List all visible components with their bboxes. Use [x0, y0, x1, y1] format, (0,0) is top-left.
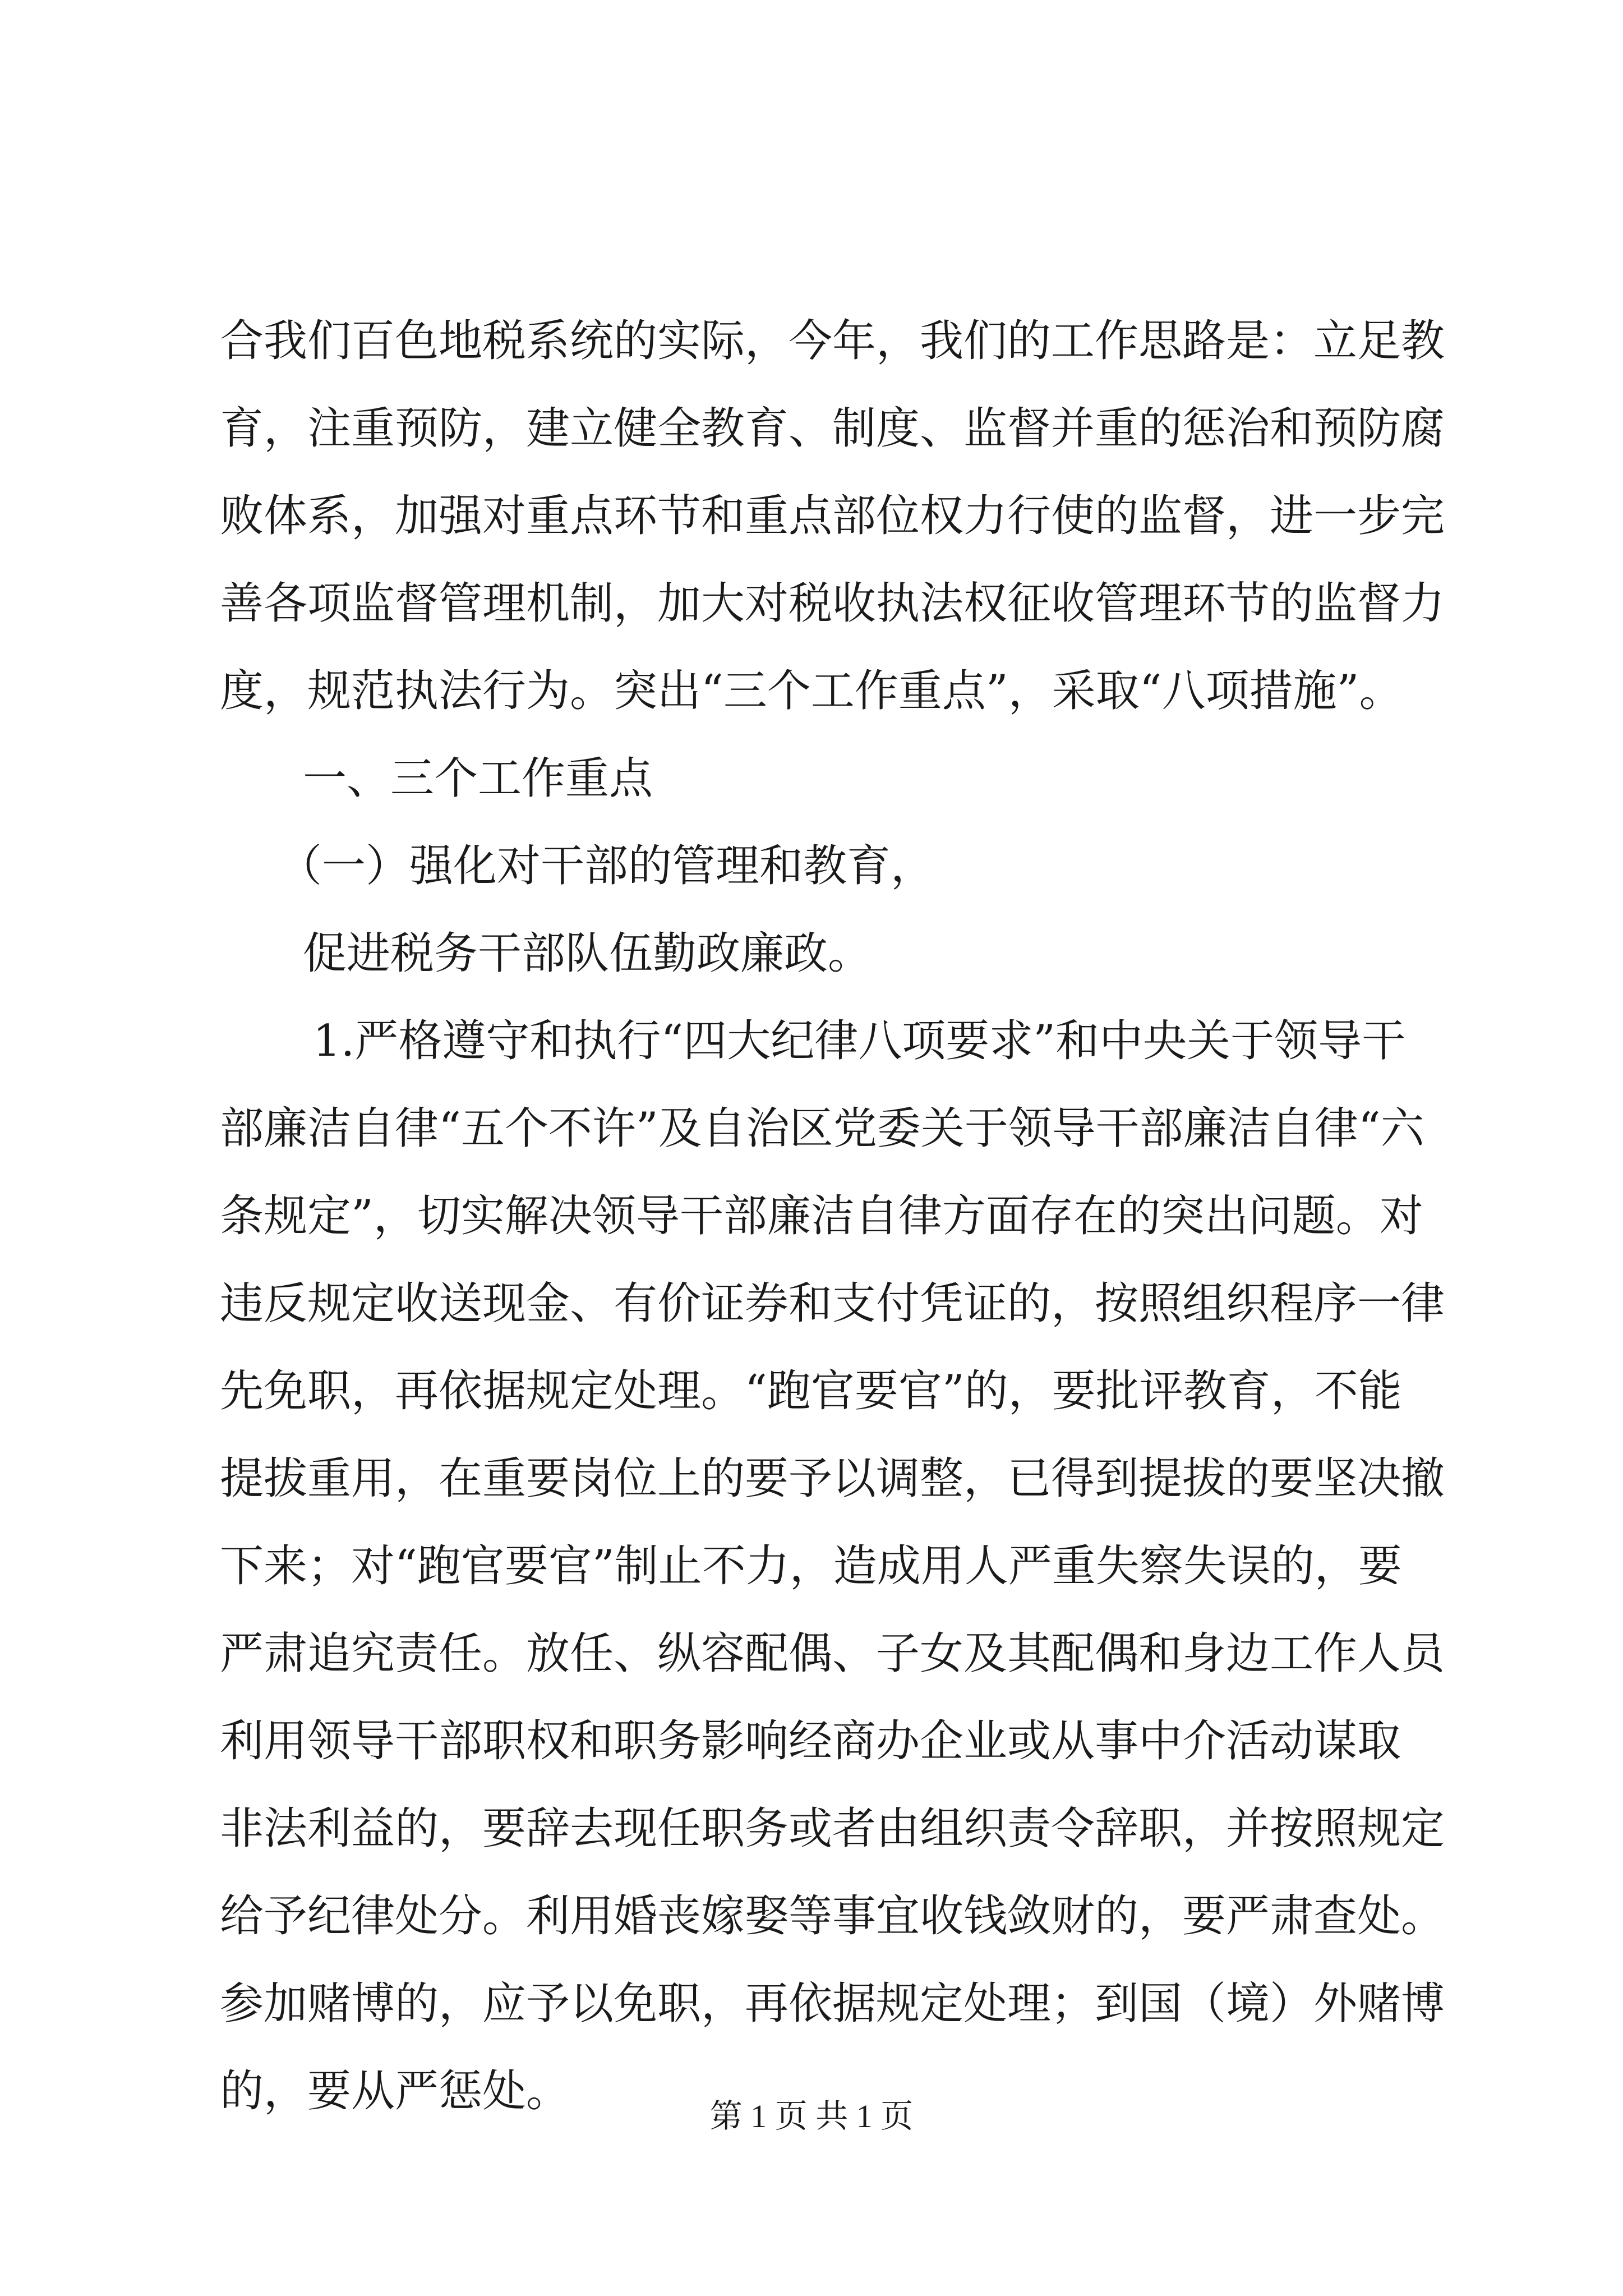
- subsection-heading-cont: 促进税务干部队伍勤政廉政。: [303, 928, 872, 979]
- text-line: 参加赌博的，应予以免职，再依据规定处理；到国（境）外赌博: [220, 1978, 1445, 2029]
- page-number-footer: 第 1 页 共 1 页: [709, 2098, 914, 2134]
- list-item-start: 1.严格遵守和执行“四大纪律八项要求”和中央关于领导干: [313, 1016, 1406, 1066]
- subsection-heading: （一）强化对干部的管理和教育，: [278, 841, 935, 891]
- text-line: 合我们百色地税系统的实际，今年，我们的工作思路是：立足教: [220, 316, 1445, 366]
- section-heading: 一、三个工作重点: [303, 753, 653, 804]
- text-line: 非法利益的，要辞去现任职务或者由组织责令辞职，并按照规定: [220, 1803, 1445, 1854]
- text-line: 条规定”，切实解决领导干部廉洁自律方面存在的突出问题。对: [220, 1191, 1423, 1241]
- document-body: [220, 297, 1445, 2135]
- text-line: 败体系，加强对重点环节和重点部位权力行使的监督，进一步完: [220, 491, 1445, 541]
- text-line: 的，要从严惩处。: [220, 2066, 570, 2116]
- text-line: 度，规范执法行为。突出“三个工作重点”，采取“八项措施”。: [220, 666, 1403, 716]
- text-line: 下来；对“跑官要官”制止不力，造成用人严重失察失误的，要: [220, 1541, 1402, 1591]
- text-line: 善各项监督管理机制，加大对税收执法权征收管理环节的监督力: [220, 578, 1445, 629]
- text-line: 提拔重用，在重要岗位上的要予以调整，已得到提拔的要坚决撤: [220, 1453, 1445, 1504]
- text-line: 给予纪律处分。利用婚丧嫁娶等事宜收钱敛财的，要严肃查处。: [220, 1891, 1445, 1941]
- text-line: 违反规定收送现金、有价证券和支付凭证的，按照组织程序一律: [220, 1278, 1445, 1329]
- text-line: 严肃追究责任。放任、纵容配偶、子女及其配偶和身边工作人员: [220, 1628, 1445, 1679]
- text-line: 利用领导干部职权和职务影响经商办企业或从事中介活动谋取: [220, 1716, 1401, 1766]
- text-line: 先免职，再依据规定处理。“跑官要官”的，要批评教育，不能: [220, 1366, 1402, 1416]
- text-line: 育，注重预防，建立健全教育、制度、监督并重的惩治和预防腐: [220, 403, 1445, 454]
- text-line: 部廉洁自律“五个不许”及自治区党委关于领导干部廉洁自律“六: [220, 1103, 1424, 1154]
